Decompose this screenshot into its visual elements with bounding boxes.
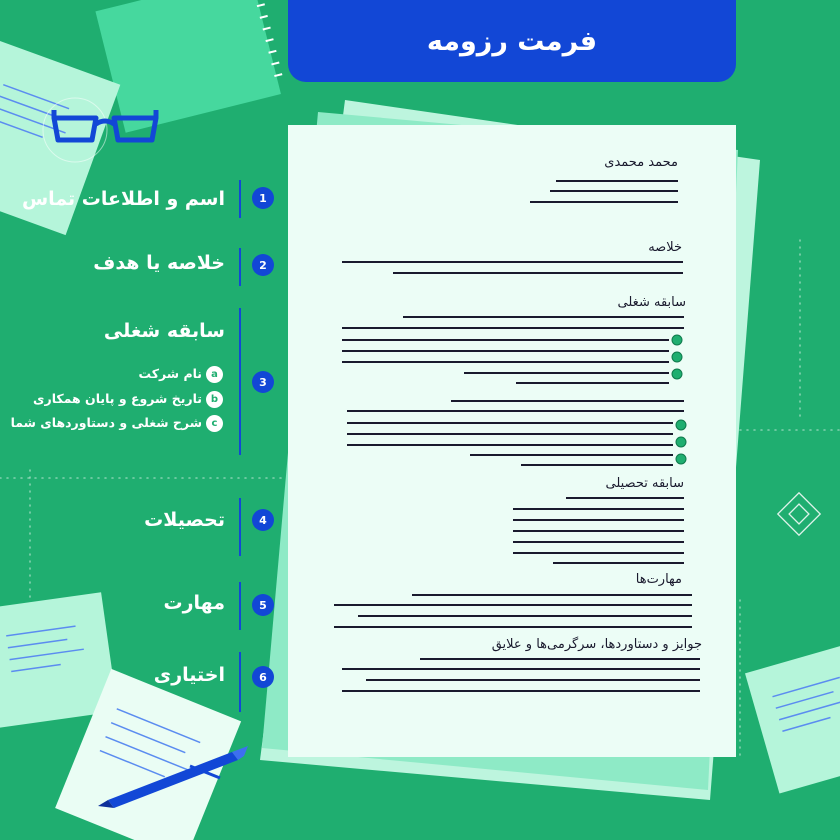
divider-1 [239, 180, 241, 218]
title-banner [288, 0, 736, 82]
section-summary: خلاصه یا هدف [93, 252, 225, 274]
doc-work-heading: سابقه شغلی [617, 295, 686, 310]
divider-2 [239, 248, 241, 286]
notebook-top-left [95, 0, 286, 133]
section-number-6: 6 [252, 666, 274, 688]
section-optional: اختیاری [153, 664, 225, 686]
section-skills: مهارت [163, 592, 225, 614]
bullet-dot [672, 335, 682, 345]
section-contact: اسم و اطلاعات تماس [21, 188, 225, 210]
bullet-dot [672, 352, 682, 362]
divider-6 [239, 652, 241, 712]
section-number-4: 4 [252, 509, 274, 531]
doc-skills-heading: مهارت‌ها [635, 572, 682, 587]
section-number-3: 3 [252, 371, 274, 393]
section-number-5: 5 [252, 594, 274, 616]
bullet-dot [676, 420, 686, 430]
bullet-dot [676, 454, 686, 464]
page-title: فرمت رزومه [426, 25, 598, 57]
diamond-icon [778, 493, 820, 535]
doc-name: محمد محمدی [604, 155, 678, 170]
sub-badge-c: c [206, 415, 223, 432]
sub-item-description: شرح شغلی و دستاوردهای شما [10, 415, 202, 430]
sub-badge-a: a [206, 366, 223, 383]
doc-summary-heading: خلاصه [648, 240, 682, 255]
bullet-dot [672, 369, 682, 379]
section-number-1: 1 [252, 187, 274, 209]
divider-4 [239, 498, 241, 556]
document-lines [288, 125, 736, 757]
section-work-history: سابقه شغلی [103, 320, 225, 342]
section-education: تحصیلات [144, 509, 225, 531]
resume-document [288, 125, 736, 757]
sub-badge-b: b [206, 391, 223, 408]
sub-item-company: نام شرکت [138, 366, 202, 381]
doc-education-heading: سابقه تحصیلی [605, 476, 684, 491]
divider-5 [239, 582, 241, 630]
sub-item-dates: تاریخ شروع و پایان همکاری [33, 391, 202, 406]
divider-3 [239, 308, 241, 455]
section-number-2: 2 [252, 254, 274, 276]
bullet-dot [676, 437, 686, 447]
paper-right [745, 643, 840, 793]
doc-extras-heading: جوایز و دستاوردها، سرگرمی‌ها و علایق [491, 637, 702, 652]
